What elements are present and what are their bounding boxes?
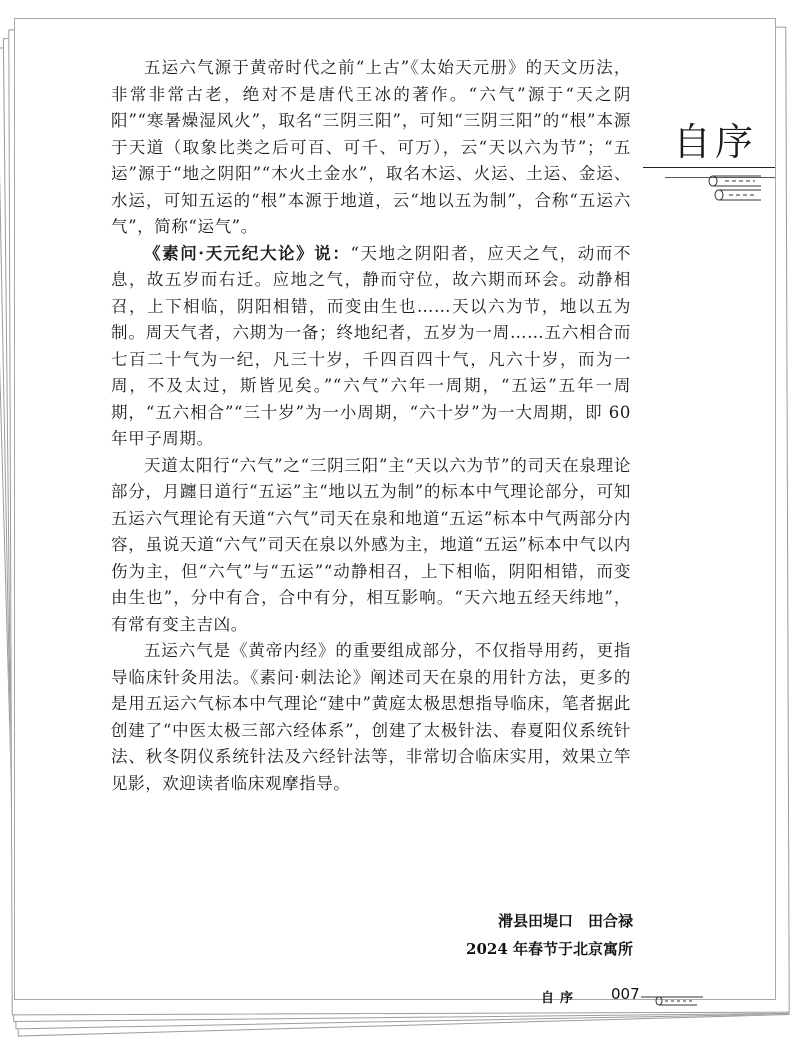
scroll-ornament-icon [637, 989, 707, 1009]
footer-chapter-label: 自序 [541, 991, 580, 1006]
quote-paragraph [111, 241, 631, 453]
chapter-title: 自序 [672, 120, 757, 164]
signature-block [393, 907, 633, 963]
paragraph: 五运六气是《黄帝内经》的重要组成部分，不仅指导用药，更指导临床针灸用法。《素问·刺法论》阐述司天在泉的用针方法，更多的是用五运六气标本中气理论“建中”黄庭太极思想指导临床，笔者据此创建了“中医太极三部六经体系”，创建了太极针法、春夏阳仪系统针法、秋冬阴仪系统针法及六经针法等，非常切合临床实用，效果立竿见影，欢迎读者临床观摩指导。 [111, 641, 631, 793]
page-footer [533, 985, 773, 1015]
paragraph: 天道太阳行“六气”之“三阴三阳”主“天以六为节”的司天在泉理论部分，月躔日道行“五运”主“地以五为制”的标本中气理论部分，可知五运六气理论有天道“六气”司天在泉和地道“五运”标本中气两部分内容，虽说天道“六气”司天在泉以外感为主，地道“五运”标本中气以内伤为主，但“六气”与“五运”“动静相召，上下相临，阴阳相错，而变由生也”，分中有合，合中有分，相互影响。“天六地五经天纬地”，有常有变主吉凶。 [111, 455, 631, 634]
quote-source: 《素问·天元纪大论》说： [144, 243, 351, 263]
header-rule [643, 167, 775, 168]
signature-author: 滑县田堤口 田合禄 [497, 912, 633, 930]
document-page [14, 18, 776, 1006]
paragraph: 五运六气源于黄帝时代之前“上古”《太始天元册》的天文历法，非常非常古老，绝对不是唐代王冰的著作。“六气”源于“天之阴阳”“寒暑燥湿风火”，取名“三阴三阳”，可知“三阴三阳”的“根”本源于天道（取象比类之后可百、可千、可万），云“天以六为节”；“五运”源于“地之阴阳”“木火土金水”，取名木运、火运、土运、金运、水运，可知五运的“根”本源于地道，云“地以五为制”，合称“五运六气”，简称“运气”。 [111, 58, 631, 236]
quote-text: “天地之阴阳者，应天之气，动而不息，故五岁而右迁。应地之气，静而守位，故六期而环会。动静相召，上下相临，阴阳相错，而变由生也……天以六为节，地以五为制。周天气者，六期为一备；终地纪者，五岁为一周……五六相合而七百二十气为一纪，凡三十岁，千四百四十气，凡六十岁，而为一周，不及太过，斯皆见矣。”“六气”六年一周期，“五运”五年一周期，“五六相合”“三十岁”为一小周期，“六十岁”为一大周期，即 60 年甲子周期。 [111, 243, 631, 448]
page-number: 007 [611, 985, 640, 1003]
scroll-ornament-icon [695, 169, 765, 205]
body-text [111, 55, 631, 797]
signature-date-place: 2024 年春节于北京寓所 [466, 940, 633, 958]
